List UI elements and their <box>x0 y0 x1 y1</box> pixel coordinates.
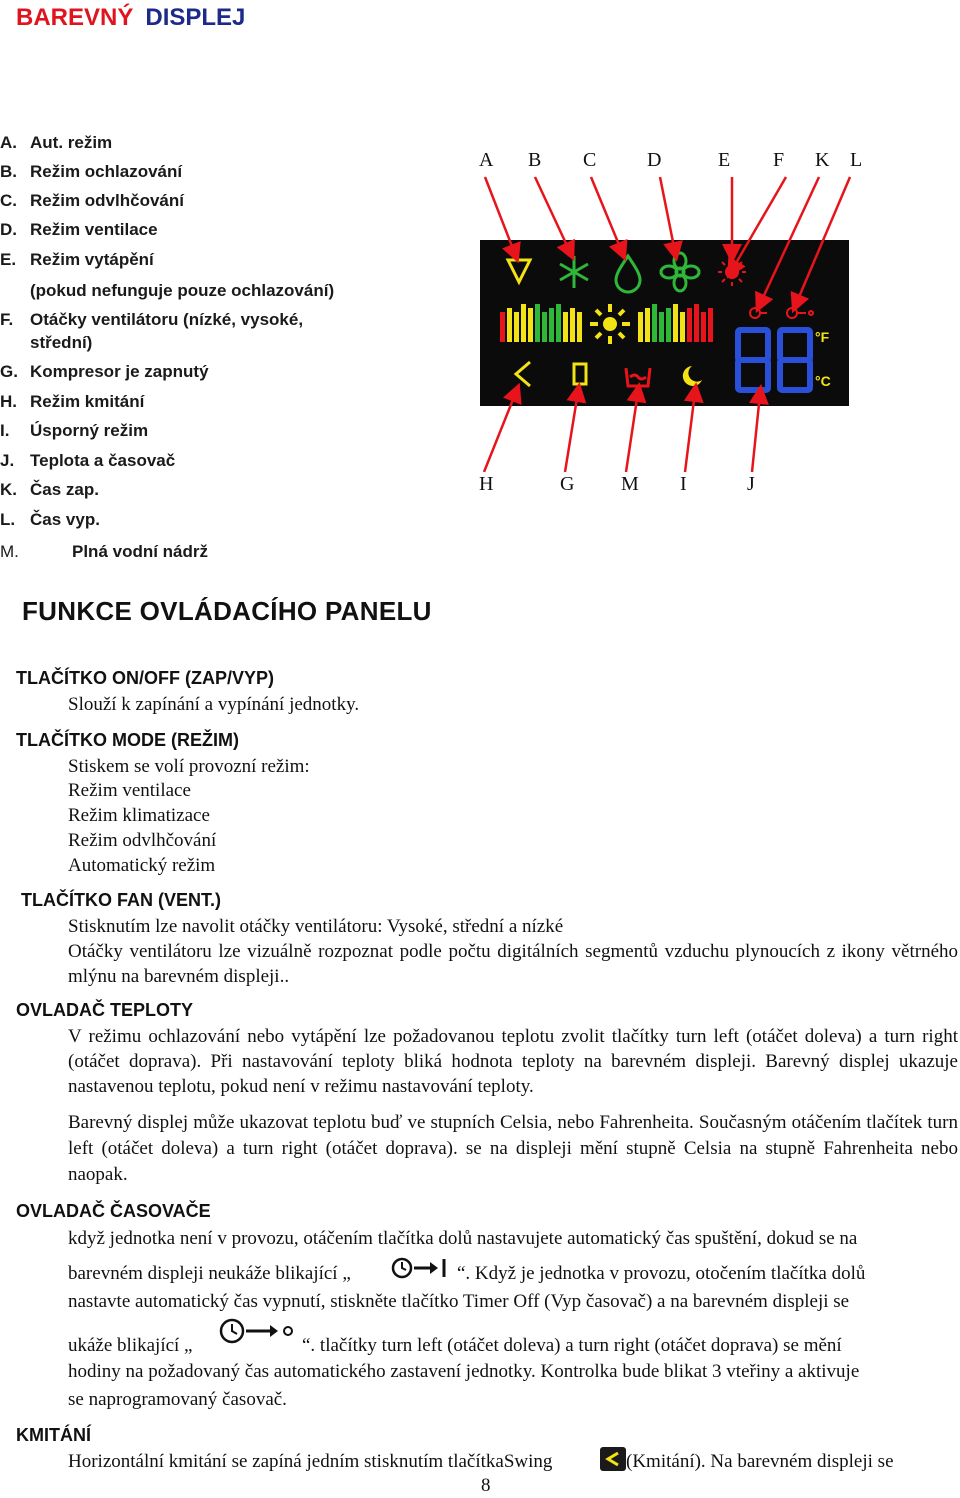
diagram-letter-e: E <box>718 149 731 171</box>
fan-line-1: Stisknutím lze navolit otáčky ventilátoru: Vysoké, střední a nízké <box>68 916 564 937</box>
title-word-barevny: BAREVNÝ <box>16 4 134 31</box>
timer-line-3: nastavte automatický čas vypnutí, stiskněte tlačítko Timer Off (Vyp časovač) a na barevném displeji se <box>68 1291 850 1312</box>
heading-mode: TLAČÍTKO MODE (REŽIM) <box>16 730 239 750</box>
legend-item-a: A. Aut. režim <box>0 133 113 152</box>
diagram-letter-j: J <box>747 473 755 495</box>
title-word-displej: DISPLEJ <box>145 4 246 31</box>
heading-temp: OVLADAČ TEPLOTY <box>16 1000 194 1020</box>
diagram-letter-i: I <box>680 473 687 495</box>
diagram-letter-d: D <box>647 149 662 171</box>
diagram-letter-l: L <box>850 149 863 171</box>
legend-item-l: L. Čas vyp. <box>0 510 100 529</box>
timer-line-4b: “. tlačítky turn left (otáčet doleva) a turn right (otáčet doprava) se mění <box>302 1335 842 1356</box>
legend-item-h: H. Režim kmitání <box>0 392 145 411</box>
legend-item-f-cont: střední) <box>30 333 93 352</box>
swing-line-1b: (Kmitání). Na barevném displeji se <box>626 1451 894 1472</box>
legend-item-i: I. Úsporný režim <box>0 421 149 440</box>
legend-item-k: K. Čas zap. <box>0 480 99 499</box>
diagram-letter-c: C <box>583 149 597 171</box>
timer-line-5: hodiny na požadovaný čas automatického zastavení jednotky. Kontrolka bude blikat 3 vteřiny a aktivuje <box>68 1361 860 1382</box>
legend-item-b: B. Režim ochlazování <box>0 162 183 181</box>
timer-line-2a: barevném displeji neukáže blikající „ <box>68 1263 351 1284</box>
heading-onoff: TLAČÍTKO ON/OFF (ZAP/VYP) <box>16 668 274 688</box>
heading-swing: KMITÁNÍ <box>16 1425 91 1445</box>
heading-fan: TLAČÍTKO FAN (VENT.) <box>21 890 221 910</box>
legend-item-m: M. Plná vodní nádrž <box>0 542 209 561</box>
mode-line-5: Automatický režim <box>68 855 216 876</box>
legend-item-e-note: (pokud nefunguje pouze ochlazování) <box>30 281 335 300</box>
mode-line-4: Režim odvlhčování <box>68 830 217 851</box>
display-diagram <box>470 172 860 472</box>
mode-line-3: Režim klimatizace <box>68 805 210 826</box>
legend-item-c: C. Režim odvlhčování <box>0 191 184 210</box>
diagram-letter-a: A <box>479 149 494 171</box>
page-title <box>16 4 245 32</box>
timer-line-2b: “. Když je jednotka v provozu, otočením tlačítka dolů <box>457 1263 866 1284</box>
diagram-letter-g: G <box>560 473 575 495</box>
page-number: 8 <box>481 1475 491 1496</box>
diagram-letter-b: B <box>528 149 542 171</box>
mode-line-1: Stiskem se volí provozní režim: <box>68 756 310 777</box>
timer-line-4a: ukáže blikající „ <box>68 1335 193 1356</box>
swing-button-icon <box>596 1444 630 1474</box>
mode-line-2: Režim ventilace <box>68 780 191 801</box>
heading-timer: OVLADAČ ČASOVAČE <box>16 1201 211 1221</box>
legend-item-f: F. Otáčky ventilátoru (nízké, vysoké, <box>0 310 304 329</box>
temp-paragraph-1: V režimu ochlazování nebo vytápění lze požadovanou teplotu zvolit tlačítky turn left (otáčet doleva) a turn right (otáčet doprava). Při nastavování teploty bliká hodnota teploty na barevném displeji. Barevný displej ukazuje nastavenou teplotu, pokud není v režimu nastavování teploty. <box>68 1026 958 1097</box>
legend-item-g: G. Kompresor je zapnutý <box>0 362 209 381</box>
timer-on-symbol <box>390 1255 452 1281</box>
fan-paragraph: Otáčky ventilátoru lze vizuálně rozpoznat podle počtu digitálních segmentů vzduchu plynoucích z ikony větrného mlýnu na barevném displeji.. <box>68 941 958 987</box>
diagram-letter-f: F <box>773 149 785 171</box>
diagram-letter-k: K <box>815 149 830 171</box>
windmill-icon <box>590 304 630 344</box>
swing-line-1a: Horizontální kmitání se zapíná jedním stisknutím tlačítkaSwing <box>68 1451 553 1472</box>
timer-off-symbol <box>218 1316 298 1346</box>
timer-line-1: když jednotka není v provozu, otáčením tlačítka dolů nastavujete automatický čas spuštění, dokud se na <box>68 1228 858 1249</box>
legend-item-j: J. Teplota a časovač <box>0 451 176 470</box>
unit-fahrenheit: °F <box>815 329 830 345</box>
temp-paragraph-2: Barevný displej může ukazovat teplotu buď ve stupních Celsia, nebo Fahrenheita. Současným otáčením tlačítek turn left (otáčet doleva) a turn right (otáčet doprava). se na displeji mění stupně Celsia na stupně Fahrenheita nebo naopak. <box>68 1112 958 1185</box>
timer-line-6: se naprogramovaný časovač. <box>68 1389 287 1410</box>
section-title-control-panel: FUNKCE OVLÁDACÍHO PANELU <box>22 596 432 626</box>
diagram-letter-h: H <box>479 473 494 495</box>
unit-celsius: °C <box>815 373 831 389</box>
legend-item-d: D. Režim ventilace <box>0 220 158 239</box>
diagram-letter-m: M <box>621 473 639 495</box>
legend-item-e: E. Režim vytápění <box>0 250 154 269</box>
onoff-text: Slouží k zapínání a vypínání jednotky. <box>68 694 360 715</box>
